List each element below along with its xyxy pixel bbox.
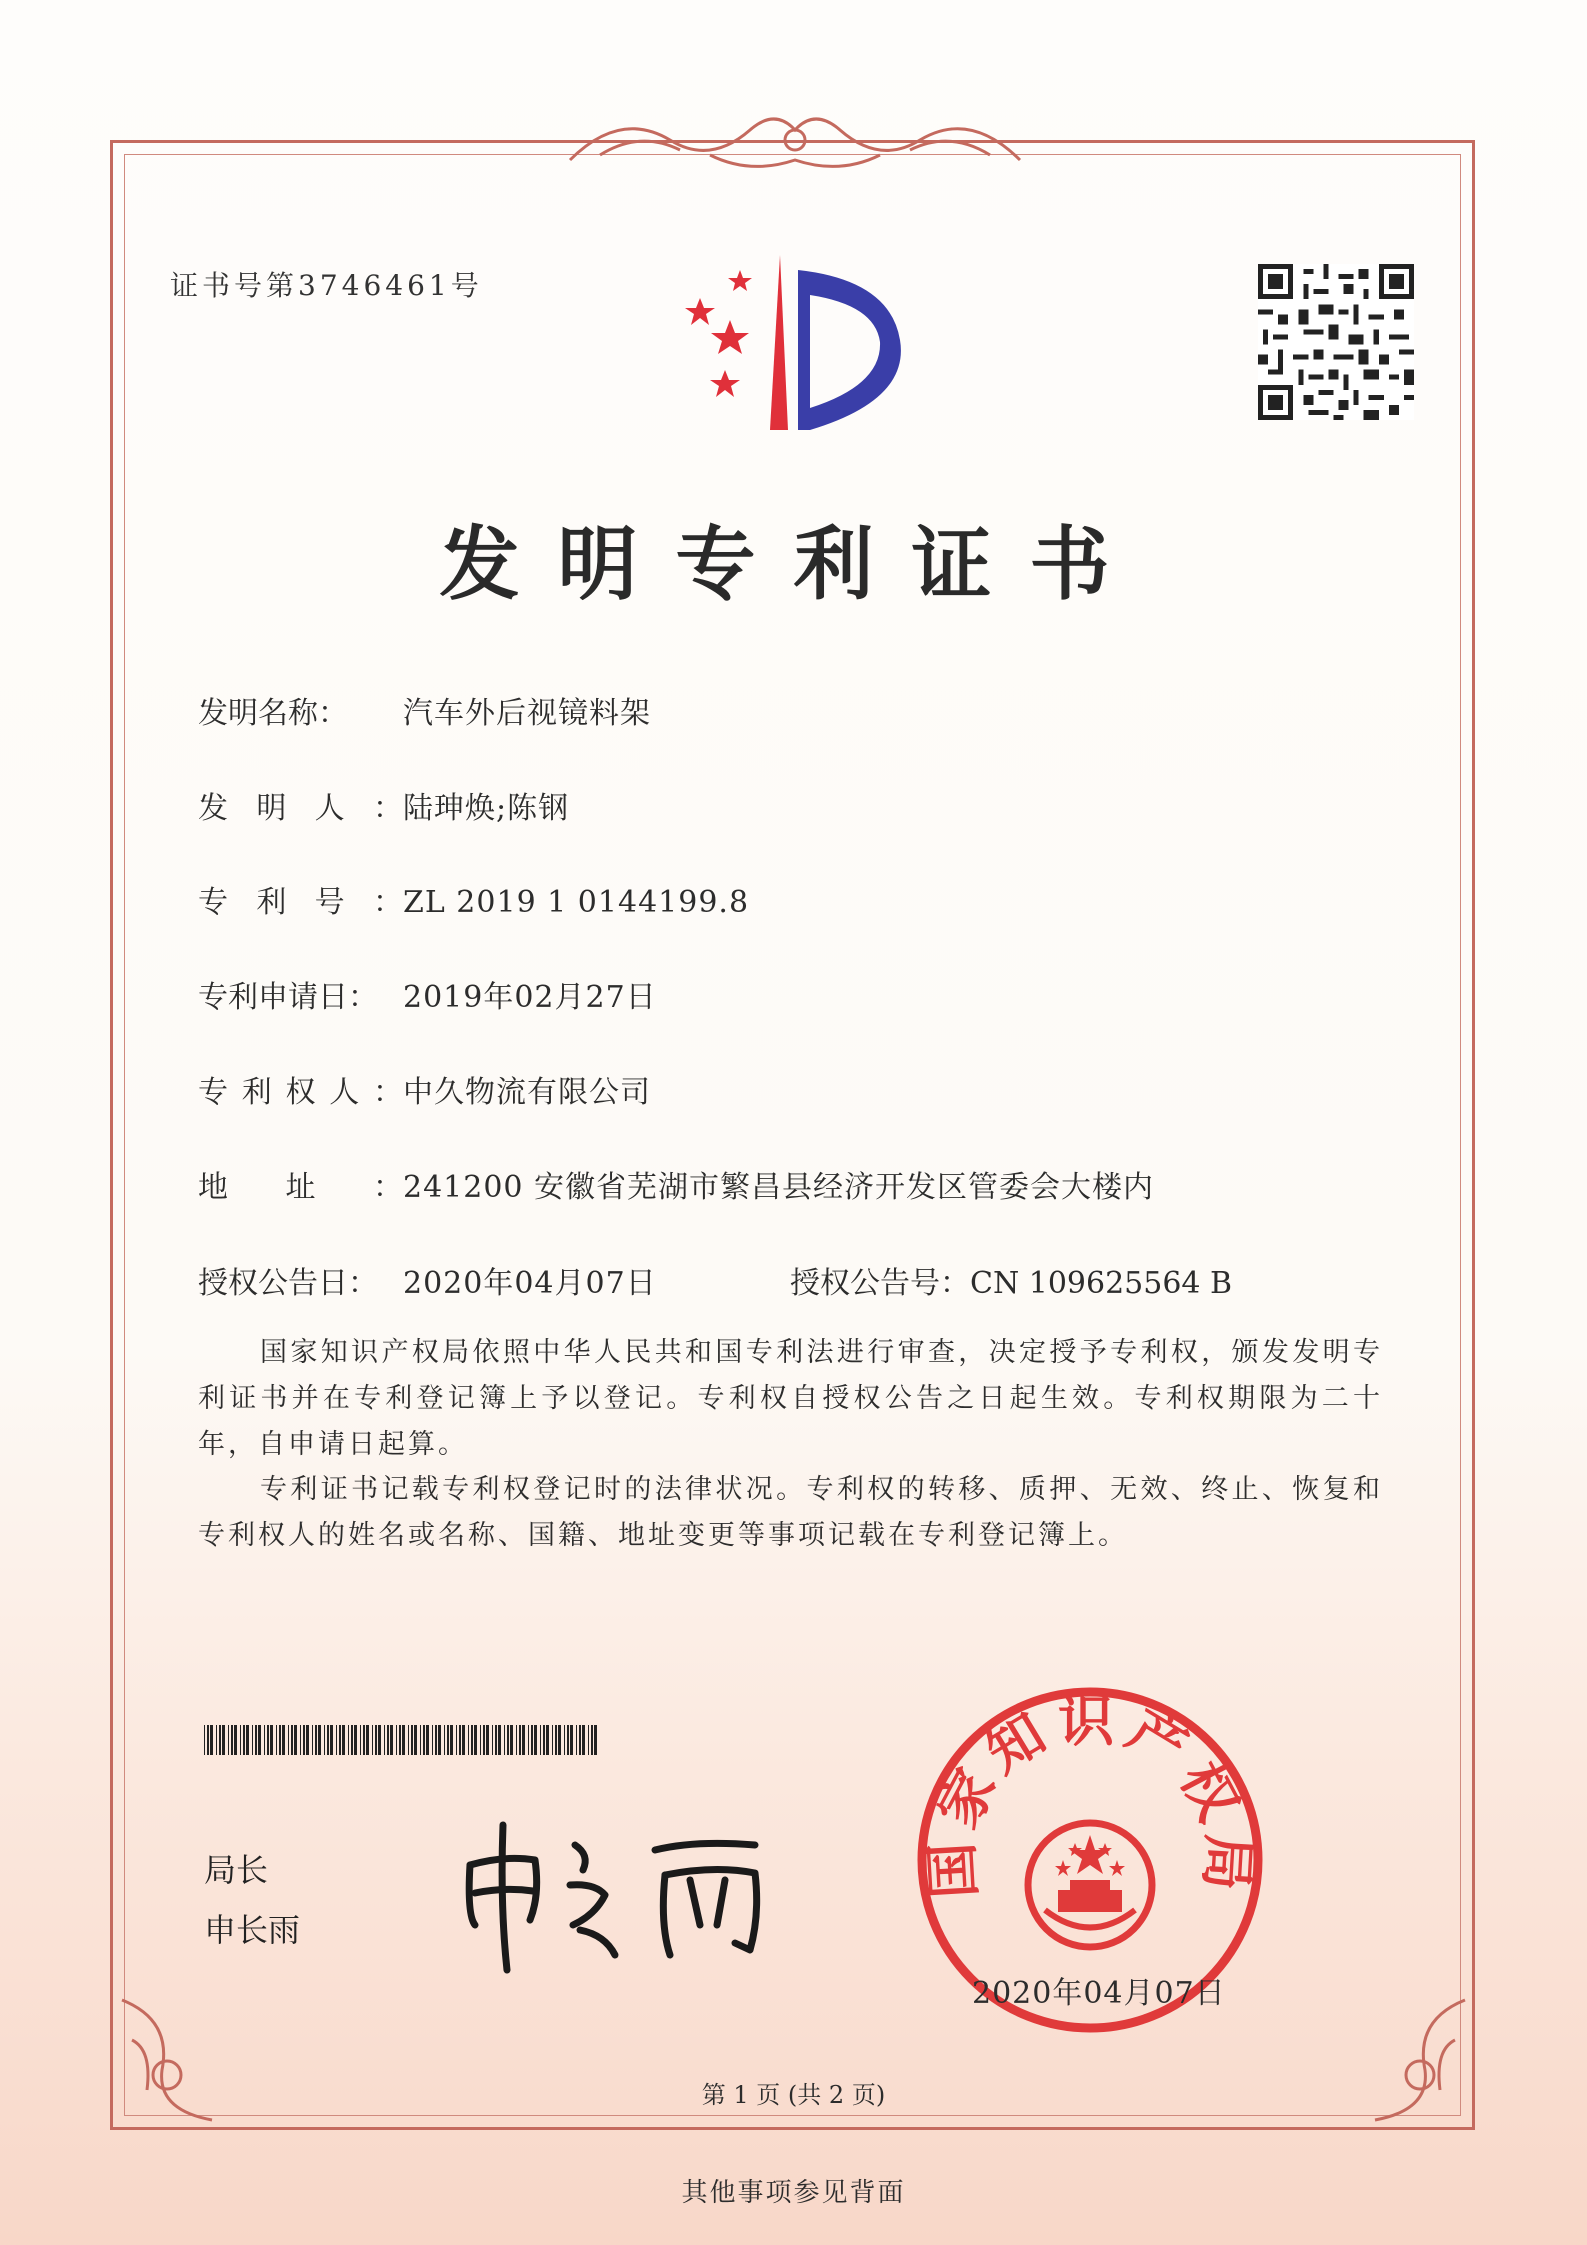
field-inventor	[198, 783, 569, 827]
field-application-date	[198, 972, 657, 1016]
field-value: 2020年04月07日	[403, 1266, 657, 1301]
field-label: 地址：	[198, 1170, 403, 1205]
field-label: 专利号：	[198, 885, 403, 920]
svg-text:国家知识产权局: 国家知识产权局	[919, 1689, 1261, 1901]
field-value: 中久物流有限公司	[403, 1075, 651, 1110]
field-label: 专利申请日：	[198, 980, 378, 1015]
paragraph-legal-status: 专利证书记载专利权登记时的法律状况。专利权的转移、质押、无效、终止、恢复和专利权人的姓名或名称、国籍、地址变更等事项记载在专利登记簿上。	[198, 1474, 1383, 1551]
field-value: CN 109625564 B	[970, 1266, 1233, 1301]
field-patentee	[198, 1067, 651, 1111]
field-patent-number	[198, 877, 749, 921]
seal-date: 2020年04月07日	[972, 1976, 1226, 2011]
cnipa-logo	[670, 250, 920, 440]
page-number: 第 1 页 (共 2 页)	[701, 2081, 886, 2109]
qr-code	[1258, 264, 1414, 420]
footer-note: 其他事项参见背面	[681, 2178, 906, 2208]
barcode	[204, 1725, 599, 1755]
field-value: 2019年02月27日	[403, 980, 657, 1015]
field-announcement-date	[198, 1258, 657, 1302]
field-value: 241200 安徽省芜湖市繁昌县经济开发区管委会大楼内	[403, 1170, 1155, 1205]
signatory-role: 局长	[204, 1851, 269, 1889]
field-address	[198, 1162, 1154, 1206]
field-label: 发明名称：	[198, 696, 348, 731]
field-label: 专利权人：	[198, 1075, 403, 1110]
national-emblem-icon	[1028, 1823, 1152, 1947]
signatory-name: 申长雨	[204, 1911, 301, 1949]
paragraph-grant-statement: 国家知识产权局依照中华人民共和国专利法进行审查，决定授予专利权，颁发发明专利证书并在专利登记簿上予以登记。专利权自授权公告之日起生效。专利权期限为二十年，自申请日起算。	[198, 1337, 1383, 1460]
certificate-title: 发明专利证书	[439, 518, 1148, 611]
field-value: 陆珅焕;陈钢	[403, 791, 570, 826]
certificate-number: 证书号第3746461号	[170, 269, 483, 302]
field-label: 授权公告号：	[790, 1266, 970, 1301]
field-value: ZL 2019 1 0144199.8	[403, 885, 750, 920]
field-announcement-number	[790, 1258, 1232, 1302]
field-value: 汽车外后视镜料架	[403, 696, 651, 731]
field-invention-name	[198, 688, 651, 732]
top-ornament	[560, 100, 1030, 180]
field-label: 授权公告日：	[198, 1266, 378, 1301]
handwritten-signature	[455, 1805, 805, 1985]
field-label: 发明人：	[198, 791, 403, 826]
